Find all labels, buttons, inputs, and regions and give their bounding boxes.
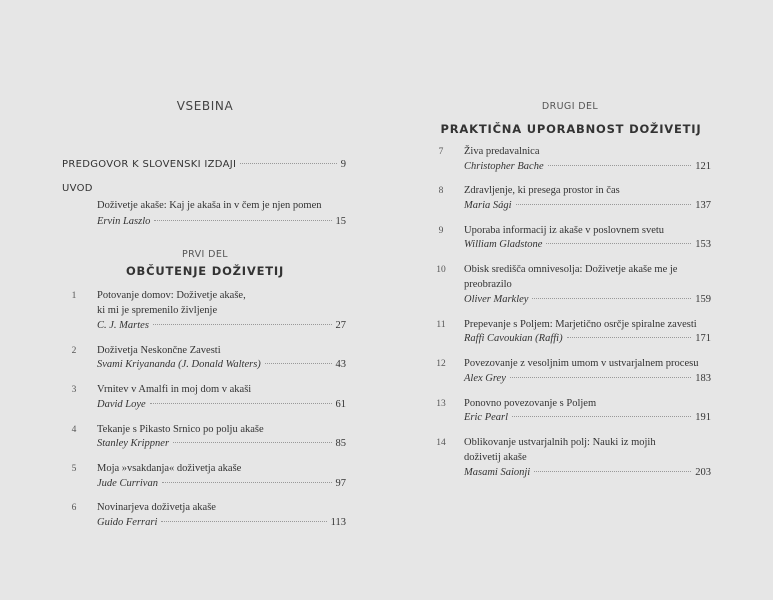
chapter-title[interactable]: Oblikovanje ustvarjalnih polj: Nauki iz mojih xyxy=(464,437,656,448)
chapter-title[interactable]: Živa predavalnica xyxy=(464,146,540,157)
author: William Gladstone xyxy=(464,239,543,250)
page-number: 85 xyxy=(335,438,346,449)
chapter-title[interactable]: Tekanje s Pikasto Srnico po polju akaše xyxy=(97,424,264,435)
part-one-label: PRVI DEL xyxy=(182,249,228,260)
dot-leader xyxy=(173,442,331,443)
chapter-number: 4 xyxy=(71,425,77,435)
page-number: 15 xyxy=(335,216,346,227)
chapter-title[interactable]: Zdravljenje, ki presega prostor in čas xyxy=(464,185,620,196)
author: Eric Pearl xyxy=(464,412,509,423)
dot-leader xyxy=(150,403,332,404)
toc-heading: VSEBINA xyxy=(176,99,234,113)
dot-leader xyxy=(265,363,332,364)
dot-leader xyxy=(162,482,332,483)
chapter-number: 6 xyxy=(71,503,77,513)
page-number: 97 xyxy=(335,478,346,489)
chapter-title[interactable]: Obisk središča omnivesolja: Doživetje akaše me je xyxy=(464,264,678,275)
toc-entry-ch3[interactable] xyxy=(97,398,346,412)
toc-entry-ch6[interactable] xyxy=(97,516,346,530)
page-number: 183 xyxy=(695,373,711,384)
chapter-title[interactable]: Moja »vsakdanja« doživetja akaše xyxy=(97,463,242,474)
chapter-number: 7 xyxy=(438,147,444,157)
author: Svami Kriyananda (J. Donald Walters) xyxy=(97,359,261,370)
dot-leader xyxy=(567,337,692,338)
author: Christopher Bache xyxy=(464,161,544,172)
toc-entry-ch14[interactable] xyxy=(464,466,711,480)
toc-entry-ch13[interactable] xyxy=(464,411,711,425)
toc-entry-ch9[interactable] xyxy=(464,238,711,252)
page-number: 27 xyxy=(335,320,346,331)
chapter-title-cont[interactable]: doživetij akaše xyxy=(464,452,527,463)
toc-entry-preface[interactable] xyxy=(62,158,346,172)
chapter-number: 1 xyxy=(71,291,77,301)
dot-leader xyxy=(510,377,691,378)
page-number: 121 xyxy=(695,161,711,172)
toc-entry-ch8[interactable] xyxy=(464,199,711,213)
author: Maria Sági xyxy=(464,200,512,211)
toc-entry-ch2[interactable] xyxy=(97,358,346,372)
dot-leader xyxy=(240,163,337,164)
toc-entry-ch1[interactable] xyxy=(97,319,346,333)
author: Ervin Laszlo xyxy=(97,216,151,227)
dot-leader xyxy=(532,298,691,299)
page-number: 153 xyxy=(695,239,711,250)
chapter-number: 14 xyxy=(436,438,446,448)
author: David Loye xyxy=(97,399,146,410)
part-two-label: DRUGI DEL xyxy=(541,101,599,112)
toc-entry-ch7[interactable] xyxy=(464,160,711,174)
toc-entry-ch10[interactable] xyxy=(464,293,711,307)
page-number: 171 xyxy=(695,333,711,344)
page-number: 113 xyxy=(330,517,346,528)
chapter-title[interactable]: Prepevanje s Poljem: Marjetično osrčje spiralne zavesti xyxy=(464,319,697,330)
chapter-number: 2 xyxy=(71,346,77,356)
author: Raffi Cavoukian (Raffi) xyxy=(464,333,563,344)
chapter-title[interactable]: Novinarjeva doživetja akaše xyxy=(97,502,216,513)
page-number: 61 xyxy=(335,399,346,410)
page-number: 159 xyxy=(695,294,711,305)
intro-label: UVOD xyxy=(62,183,93,194)
author: C. J. Martes xyxy=(97,320,149,331)
chapter-title[interactable]: Uporaba informacij iz akaše v poslovnem svetu xyxy=(464,225,665,236)
chapter-title-cont[interactable]: ki mi je spremenilo življenje xyxy=(97,305,218,316)
toc-entry-intro[interactable] xyxy=(97,215,346,229)
chapter-title[interactable]: Ponovno povezovanje s Poljem xyxy=(464,398,597,409)
toc-entry-ch5[interactable] xyxy=(97,477,346,491)
part-two-title: PRAKTIČNA UPORABNOST DOŽIVETIJ xyxy=(440,122,702,136)
page-number: 137 xyxy=(695,200,711,211)
chapter-number: 9 xyxy=(438,226,444,236)
page-number: 9 xyxy=(340,159,346,170)
chapter-number: 11 xyxy=(436,320,446,330)
chapter-title[interactable]: Potovanje domov: Doživetje akaše, xyxy=(97,290,246,301)
author: Stanley Krippner xyxy=(97,438,170,449)
page-number: 43 xyxy=(335,359,346,370)
chapter-number: 10 xyxy=(436,265,446,275)
chapter-number: 8 xyxy=(438,186,444,196)
chapter-title[interactable]: Vrnitev v Amalfi in moj dom v akaši xyxy=(97,384,252,395)
author: Guido Ferrari xyxy=(97,517,158,528)
chapter-number: 12 xyxy=(436,359,446,369)
part-one-title: OBČUTENJE DOŽIVETIJ xyxy=(125,264,285,278)
dot-leader xyxy=(153,324,332,325)
dot-leader xyxy=(512,416,691,417)
dot-leader xyxy=(516,204,692,205)
dot-leader xyxy=(161,521,326,522)
author: Jude Currivan xyxy=(97,478,158,489)
toc-entry-ch12[interactable] xyxy=(464,372,711,386)
toc-entry-ch4[interactable] xyxy=(97,437,346,451)
chapter-number: 13 xyxy=(436,399,446,409)
preface-label: PREDGOVOR K SLOVENSKI IZDAJI xyxy=(62,159,237,170)
author: Alex Grey xyxy=(464,373,506,384)
dot-leader xyxy=(534,471,691,472)
intro-title[interactable]: Doživetje akaše: Kaj je akaša in v čem je njen pomen xyxy=(97,200,322,211)
chapter-number: 5 xyxy=(71,464,77,474)
author: Oliver Markley xyxy=(464,294,529,305)
dot-leader xyxy=(548,165,692,166)
dot-leader xyxy=(546,243,691,244)
page-number: 203 xyxy=(695,467,711,478)
chapter-title[interactable]: Povezovanje z vesoljnim umom v ustvarjalnem procesu xyxy=(464,358,699,369)
chapter-title-cont[interactable]: preobrazilo xyxy=(464,279,512,290)
page-number: 191 xyxy=(695,412,711,423)
author: Masami Saionji xyxy=(464,467,531,478)
toc-entry-ch11[interactable] xyxy=(464,332,711,346)
chapter-title[interactable]: Doživetja Neskončne Zavesti xyxy=(97,345,221,356)
dot-leader xyxy=(154,220,331,221)
chapter-number: 3 xyxy=(71,385,77,395)
